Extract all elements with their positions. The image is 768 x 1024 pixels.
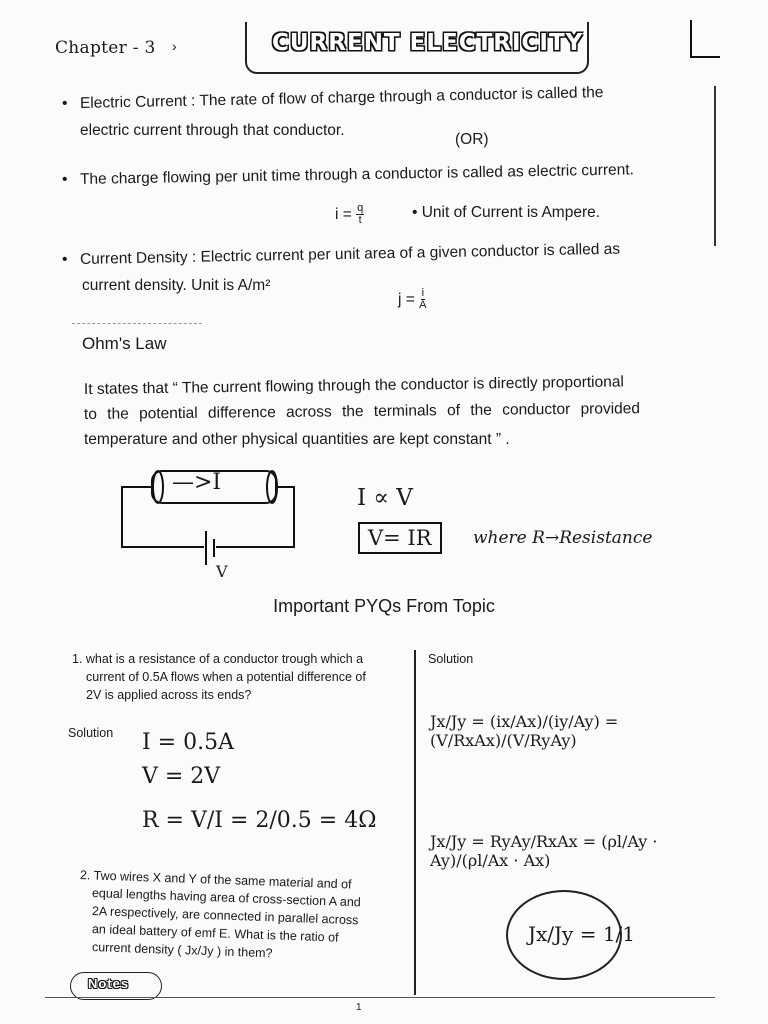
formula-current: [335, 203, 364, 227]
proportional-relation: I ∝ V: [357, 485, 413, 511]
column-divider: [414, 650, 416, 995]
q2-line2: equal lengths having area of cross-section A and: [91, 886, 362, 910]
footer-rule: [45, 997, 715, 998]
q1-line3: 2V is applied across its ends?: [86, 688, 252, 702]
bullet-dot: •: [62, 95, 68, 112]
q2-line4: an ideal battery of emf E. What is the ratio of: [91, 922, 339, 945]
q2-solution-label: Solution: [428, 652, 474, 666]
q1-step-voltage: V = 2V: [142, 764, 221, 789]
fraction-i-over-a: [419, 288, 426, 311]
q1-line1: 1. what is a resistance of a conductor trough which a: [72, 652, 364, 666]
q1-step-current: I = 0.5A: [142, 730, 234, 755]
bullet-electric-current: Electric Current : The rate of flow of charge through a conductor is called the: [79, 84, 604, 112]
bullet-current-density: Current Density : Electric current per unit area of a given conductor is called as: [79, 240, 621, 268]
ohms-equation-box: V= IR: [358, 522, 442, 554]
bullet-electric-current-cont: electric current through that conductor.: [80, 122, 345, 139]
bullet-dot: •: [62, 171, 68, 188]
tick-mark: ›: [172, 38, 177, 54]
fraction-denominator: t: [358, 214, 362, 227]
q2-step-ratio: Jx/Jy = (ix/Ax)/(iy/Ay) = (V/RxAx)/(V/RyAy): [430, 712, 619, 750]
q2-line5: current density ( Jx/Jy ) in them?: [91, 940, 273, 961]
ohms-statement-line3: temperature and other physical quantities are kept constant ” .: [84, 431, 510, 448]
current-arrow-label: —>I: [172, 470, 222, 495]
formula-density-lhs: j =: [398, 291, 415, 308]
page-number: 1: [356, 1002, 362, 1013]
bullet-current-density-cont: current density. Unit is A/m²: [82, 277, 271, 294]
ohms-law-heading: Ohm's Law: [82, 334, 167, 353]
pyq-title: Important PYQs From Topic: [273, 596, 495, 616]
wire-right: [216, 487, 294, 547]
q2-line1: 2. Two wires X and Y of the same material and of: [79, 868, 352, 892]
ohms-statement-line1: It states that “ The current flowing through the conductor is directly proportional: [83, 373, 624, 398]
unit-of-current: • Unit of Current is Ampere.: [412, 204, 601, 221]
q1-step-resistance: R = V/I = 2/0.5 = 4Ω: [142, 808, 377, 833]
bullet-dot: •: [62, 251, 68, 268]
chapter-label: Chapter - 3: [55, 38, 156, 58]
corner-mark-icon: [690, 20, 720, 58]
notes-label: Notes: [88, 976, 130, 991]
ohms-statement-line2: to the potential difference across the terminals of the conductor provided: [83, 400, 641, 423]
resistance-note: where R→Resistance: [473, 528, 653, 548]
chapter-title: CURRENT ELECTRICITY: [272, 30, 584, 56]
q2-line3: 2A respectively, are connected in parallel across: [91, 904, 359, 928]
battery-label: V: [216, 562, 228, 581]
fraction-numerator: q: [357, 202, 364, 215]
fraction-q-over-t: [356, 203, 364, 226]
q2-answer: Jx/Jy = 1/1: [528, 922, 636, 946]
or-label: (OR): [455, 131, 489, 148]
margin-rule: [714, 86, 716, 246]
fraction-numerator: i: [421, 287, 425, 300]
q1-line2: current of 0.5A flows when a potential difference of: [86, 670, 366, 684]
formula-density: [398, 288, 426, 312]
conductor-end-left: [153, 471, 163, 503]
formula-current-lhs: i =: [335, 206, 352, 223]
q2-step-resistance: Jx/Jy = RyAy/RxAx = (ρl/Ay · Ay)/(ρl/Ax · Ax): [430, 832, 658, 870]
bullet-charge-flow: The charge flowing per unit time through a conductor is called as electric current.: [79, 161, 635, 188]
q1-solution-label: Solution: [68, 726, 114, 740]
fraction-denominator: A: [419, 299, 427, 312]
section-rule: [72, 323, 202, 324]
